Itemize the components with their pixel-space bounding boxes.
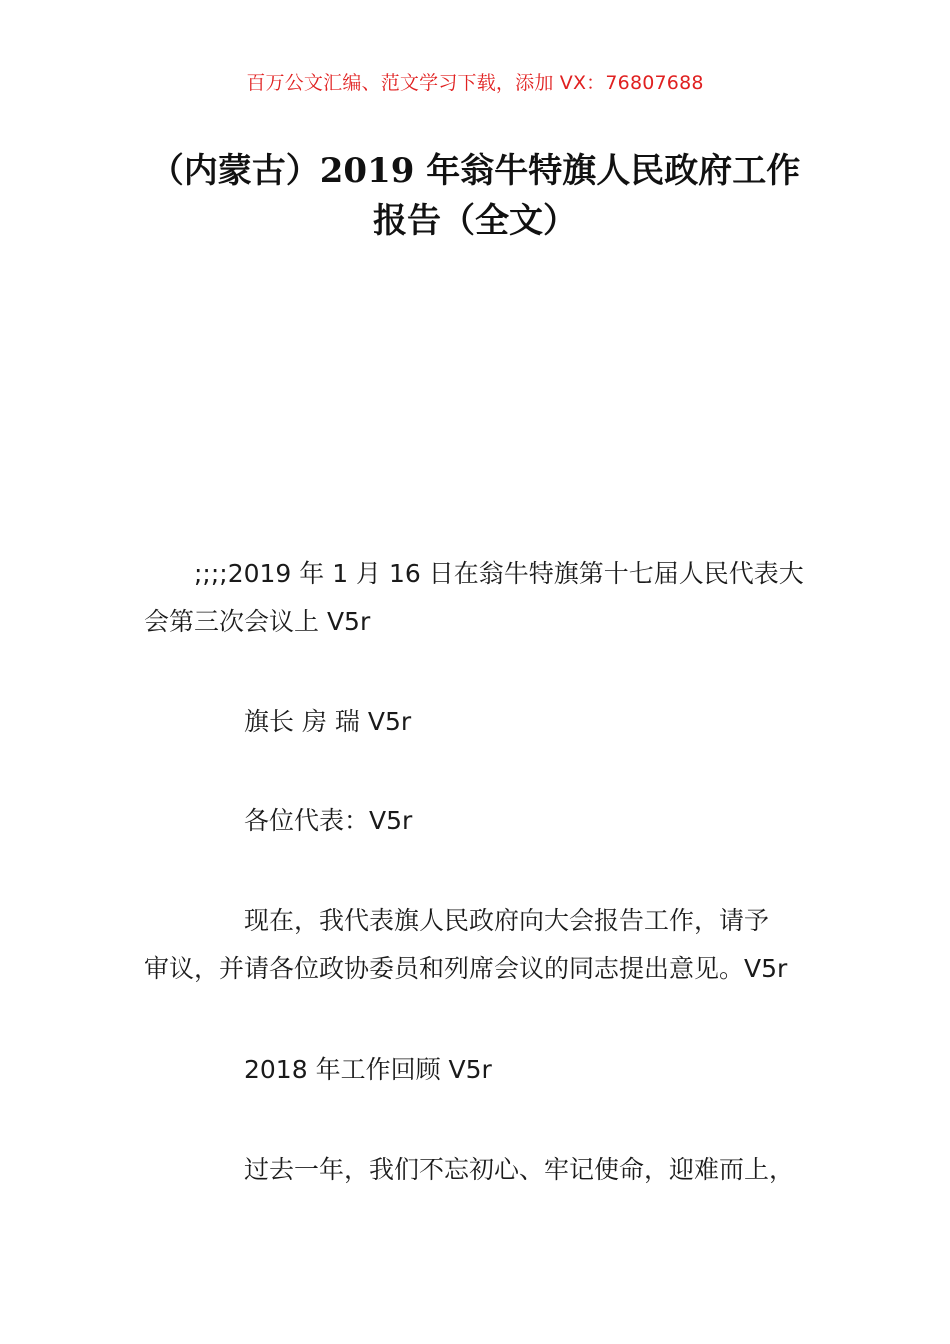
document-body [144,0,824,1344]
paragraph-review-start [144,1146,824,1194]
paragraph-meeting-info [144,550,824,646]
title-line-2: 报告（全文） [373,201,577,241]
paragraph-line: 现在，我代表旗人民政府向大会报告工作，请予 [244,906,770,935]
paragraph-intro [144,897,824,993]
paragraph-line: 审议，并请各位政协委员和列席会议的同志提出意见。V5r [144,954,788,983]
section-heading-review [144,1046,824,1094]
paragraph-line: 会第三次会议上 V5r [144,607,371,636]
paragraph-line: 各位代表：V5r [244,806,413,835]
paragraph-speaker [144,698,824,746]
paragraph-salutation [144,797,824,845]
title-line-1: （内蒙古）2019 年翁牛特旗人民政府工作 [149,151,801,191]
paragraph-line: 过去一年，我们不忘初心、牢记使命，迎难而上， [244,1155,795,1184]
header-watermark-note: 百万公文汇编、范文学习下载，添加 VX：76807688 [246,72,704,94]
paragraph-line: 旗长 房 瑞 V5r [244,707,412,736]
paragraph-line: 2018 年工作回顾 V5r [244,1055,492,1084]
paragraph-line: ;;;;2019 年 1 月 16 日在翁牛特旗第十七届人民代表大 [194,559,804,588]
